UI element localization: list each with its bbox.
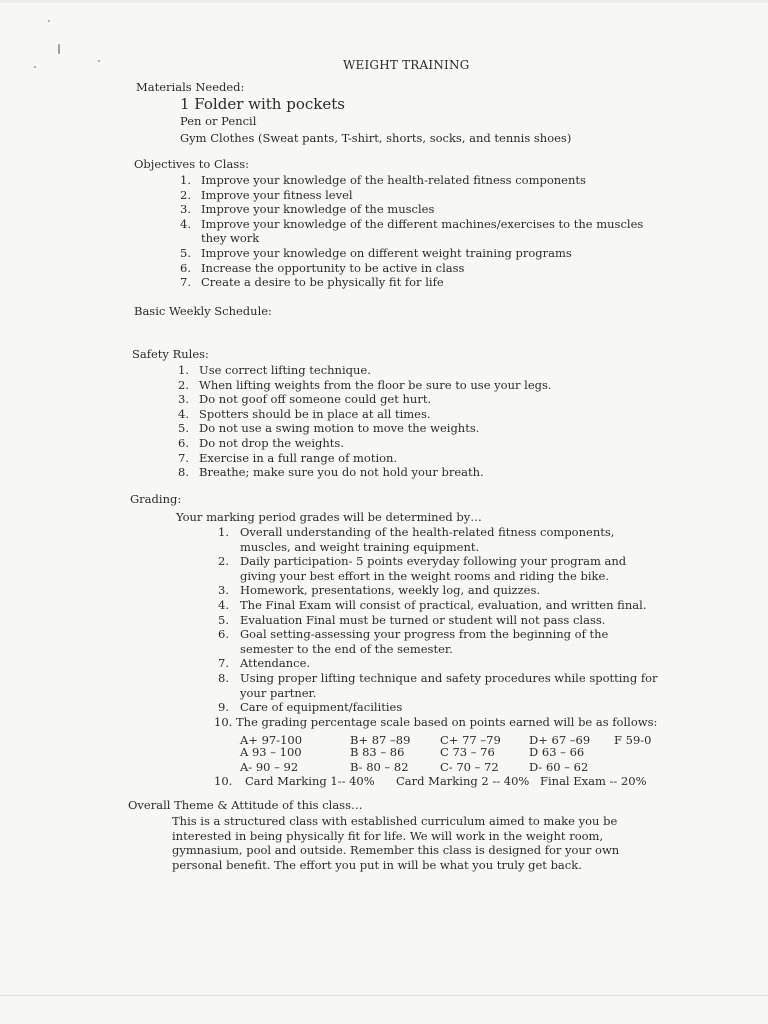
list-item	[180, 173, 660, 188]
list-item	[218, 598, 658, 613]
grade-cell: F 59-0	[614, 733, 652, 747]
item-text: The Final Exam will consist of practical, evaluation, and written final.	[240, 597, 647, 612]
grade-cell: A 93 – 100	[240, 745, 302, 759]
grade-cell: A- 90 – 92	[240, 760, 299, 774]
grade-cell: B+ 87 –89	[350, 733, 411, 747]
item-number: 3.	[180, 202, 191, 217]
item-text: Improve your knowledge of the muscles	[201, 202, 435, 217]
materials-item: Gym Clothes (Sweat pants, T-shirt, shorts, socks, and tennis shoes)	[180, 131, 572, 145]
list-item	[178, 363, 658, 378]
grade-cell: C+ 77 –79	[440, 733, 501, 747]
grade-cell: D+ 67 –69	[529, 733, 591, 747]
list-item	[178, 451, 658, 466]
item-text: Improve your fitness level	[201, 187, 353, 202]
list-item	[218, 525, 658, 554]
item-number: 7.	[180, 275, 191, 290]
item-number: 6.	[178, 435, 189, 450]
item-number: 1.	[180, 173, 191, 187]
grade-cell: B 83 – 86	[350, 745, 405, 759]
grade-cell: B- 80 – 82	[350, 760, 409, 774]
item-number: 2.	[180, 187, 191, 202]
safety-list	[178, 363, 658, 480]
item-number: 4.	[178, 406, 189, 421]
list-item	[218, 583, 658, 598]
list-item	[180, 275, 660, 290]
item-text: Attendance.	[240, 656, 311, 671]
list-item	[218, 613, 658, 628]
list-item	[178, 436, 658, 451]
card-marking-2: Card Marking 2 -- 40%	[396, 774, 530, 788]
item-text: Create a desire to be physically fit for life	[201, 275, 444, 290]
list-item	[218, 627, 658, 656]
item-number: 2.	[178, 377, 189, 392]
grade-cell: A+ 97-100	[240, 733, 303, 747]
item-number: 10.	[214, 774, 233, 788]
scan-speck	[48, 20, 50, 22]
item-number: 5.	[218, 612, 229, 627]
item-number: 8.	[218, 670, 229, 685]
list-item	[180, 188, 660, 203]
item-number: 8.	[178, 465, 189, 480]
list-item	[178, 421, 658, 436]
item-text: Improve your knowledge of the health-related fitness components	[201, 173, 586, 187]
item-text: Improve your knowledge on different weight training programs	[201, 245, 572, 260]
materials-item: Pen or Pencil	[180, 114, 257, 128]
list-item	[180, 246, 660, 261]
grading-list	[214, 525, 658, 729]
item-text: Using proper lifting technique and safety procedures while spotting for your partner.	[240, 670, 658, 700]
item-text: Goal setting-assessing your progress from the beginning of the semester to the end of the semester.	[240, 627, 609, 656]
grading-heading: Grading:	[130, 492, 182, 506]
item-text: Use correct lifting technique.	[199, 363, 371, 377]
item-number: 3.	[178, 392, 189, 407]
list-item	[178, 378, 658, 393]
list-item	[218, 700, 658, 715]
item-number: 1.	[218, 525, 229, 539]
final-exam-weight: Final Exam -- 20%	[540, 774, 647, 788]
item-number: 3.	[218, 583, 229, 598]
item-text: Breathe; make sure you do not hold your breath.	[199, 465, 484, 480]
scan-speck	[98, 60, 100, 62]
materials-heading: Materials Needed:	[136, 80, 245, 94]
list-item	[178, 407, 658, 422]
grade-cell: D- 60 – 62	[529, 760, 589, 774]
item-number: 5.	[178, 421, 189, 436]
item-text: Care of equipment/facilities	[240, 700, 403, 715]
grade-cell: D 63 – 66	[529, 745, 585, 759]
item-text: Do not use a swing motion to move the weights.	[199, 421, 480, 436]
item-number: 5.	[180, 245, 191, 260]
list-item	[180, 202, 660, 217]
item-text: When lifting weights from the floor be sure to use your legs.	[199, 377, 552, 392]
schedule-heading: Basic Weekly Schedule:	[134, 304, 272, 318]
item-number: 4.	[180, 216, 191, 231]
item-text: Daily participation- 5 points everyday following your program and giving your best effort in the weight rooms and riding the bike.	[240, 554, 627, 583]
scan-edge-top	[0, 0, 768, 3]
page-title: WEIGHT TRAINING	[343, 58, 470, 72]
list-item	[178, 392, 658, 407]
item-number: 10.	[214, 714, 233, 729]
item-text: The grading percentage scale based on points earned will be as follows:	[236, 714, 658, 729]
objectives-list	[180, 173, 660, 290]
scan-speck	[34, 66, 36, 68]
item-text: Do not drop the weights.	[199, 435, 344, 450]
grade-cell: C- 70 – 72	[440, 760, 499, 774]
item-text: Increase the opportunity to be active in class	[201, 260, 465, 275]
item-number: 6.	[180, 260, 191, 275]
objectives-heading: Objectives to Class:	[134, 157, 249, 171]
item-text: Homework, presentations, weekly log, and quizzes.	[240, 583, 541, 598]
item-number: 2.	[218, 554, 229, 569]
item-text: Exercise in a full range of motion.	[199, 450, 398, 465]
item-number: 4.	[218, 597, 229, 612]
grade-cell: C 73 – 76	[440, 745, 495, 759]
list-item	[218, 671, 658, 700]
item-number: 7.	[178, 450, 189, 465]
scan-speck	[58, 44, 60, 54]
list-item	[214, 715, 658, 730]
list-item	[180, 217, 660, 246]
theme-heading: Overall Theme & Attitude of this class…	[128, 798, 363, 812]
item-number: 1.	[178, 363, 189, 377]
safety-heading: Safety Rules:	[132, 347, 209, 361]
item-number: 6.	[218, 627, 229, 642]
materials-item: 1 Folder with pockets	[180, 95, 345, 113]
list-item	[218, 554, 658, 583]
theme-paragraph: This is a structured class with established curriculum aimed to make you be interested in being physically fit for life. We will work in the weight room, gymnasium, pool and outside. Remember this class is designed for your own personal benefit. The effort you put in will be what you truly get back.	[172, 814, 620, 872]
list-item	[180, 261, 660, 276]
item-text: Do not goof off someone could get hurt.	[199, 392, 432, 407]
list-item	[218, 656, 658, 671]
item-text: Spotters should be in place at all times.	[199, 406, 431, 421]
grading-intro: Your marking period grades will be determined by…	[176, 510, 482, 524]
item-text: Overall understanding of the health-related fitness components, muscles, and weight training equipment.	[240, 525, 615, 554]
item-text: Evaluation Final must be turned or student will not pass class.	[240, 612, 606, 627]
list-item	[178, 465, 658, 480]
card-marking-1: Card Marking 1-- 40%	[245, 774, 375, 788]
item-number: 9.	[218, 700, 229, 715]
item-text: Improve your knowledge of the different machines/exercises to the muscles they work	[201, 216, 644, 246]
scan-edge-bottom	[0, 995, 768, 996]
item-number: 7.	[218, 656, 229, 671]
